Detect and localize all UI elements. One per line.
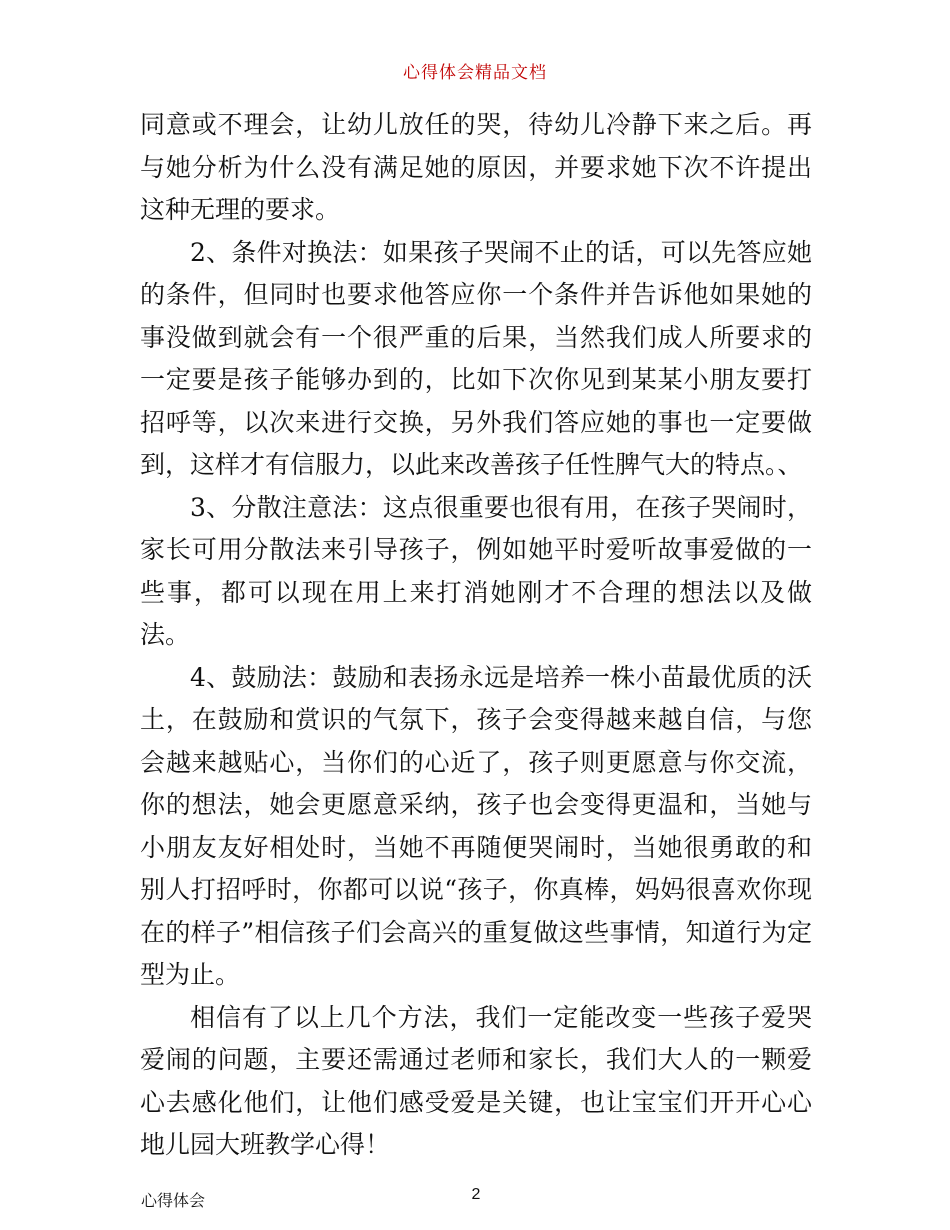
footer-label: 心得体会 (141, 1191, 206, 1210)
paragraph-continuation: 同意或不理会，让幼儿放任的哭，待幼儿冷静下来之后。再与她分析为什么没有满足她的原因，并要求她下次不许提出这种无理的要求。 (140, 110, 812, 224)
paragraph-condition-exchange: 2、条件对换法：如果孩子哭闹不止的话，可以先答应她的条件，但同时也要求他答应你一个条件并告诉他如果她的事没做到就会有一个很严重的后果，当然我们成人所要求的一定要是孩子能够办到的，比如下次你见到某某小朋友要打招呼等，以次来进行交换，另外我们答应她的事也一定要做到，这样才有信服力，以此来改善孩子任性脾气大的特点。、 (140, 237, 812, 479)
paragraph-distraction: 3、分散注意法：这点很重要也很有用，在孩子哭闹时，家长可用分散法来引导孩子，例如她平时爱听故事爱做的一些事，都可以现在用上来打消她刚才不合理的想法以及做法。 (140, 492, 812, 649)
paragraph-encouragement: 4、鼓励法：鼓励和表扬永远是培养一株小苗最优质的沃土，在鼓励和赏识的气氛下，孩子会变得越来越自信，与您会越来越贴心，当你们的心近了，孩子则更愿意与你交流，你的想法，她会更愿意采纳，孩子也会变得更温和，当她与小朋友友好相处时，当她不再随便哭闹时，当她很勇敢的和别人打招呼时，你都可以说“孩子，你真棒，妈妈很喜欢你现在的样子”相信孩子们会高兴的重复做这些事情，知道行为定型为止。 (140, 662, 812, 989)
page-number: 2 (471, 1186, 481, 1203)
page-header-title: 心得体会精品文档 (403, 63, 547, 83)
paragraph-conclusion: 相信有了以上几个方法，我们一定能改变一些孩子爱哭爱闹的问题，主要还需通过老师和家长，我们大人的一颗爱心去感化他们，让他们感受爱是关键，也让宝宝们开开心心地儿园大班教学心得！ (140, 1002, 812, 1159)
document-body (140, 104, 812, 1167)
